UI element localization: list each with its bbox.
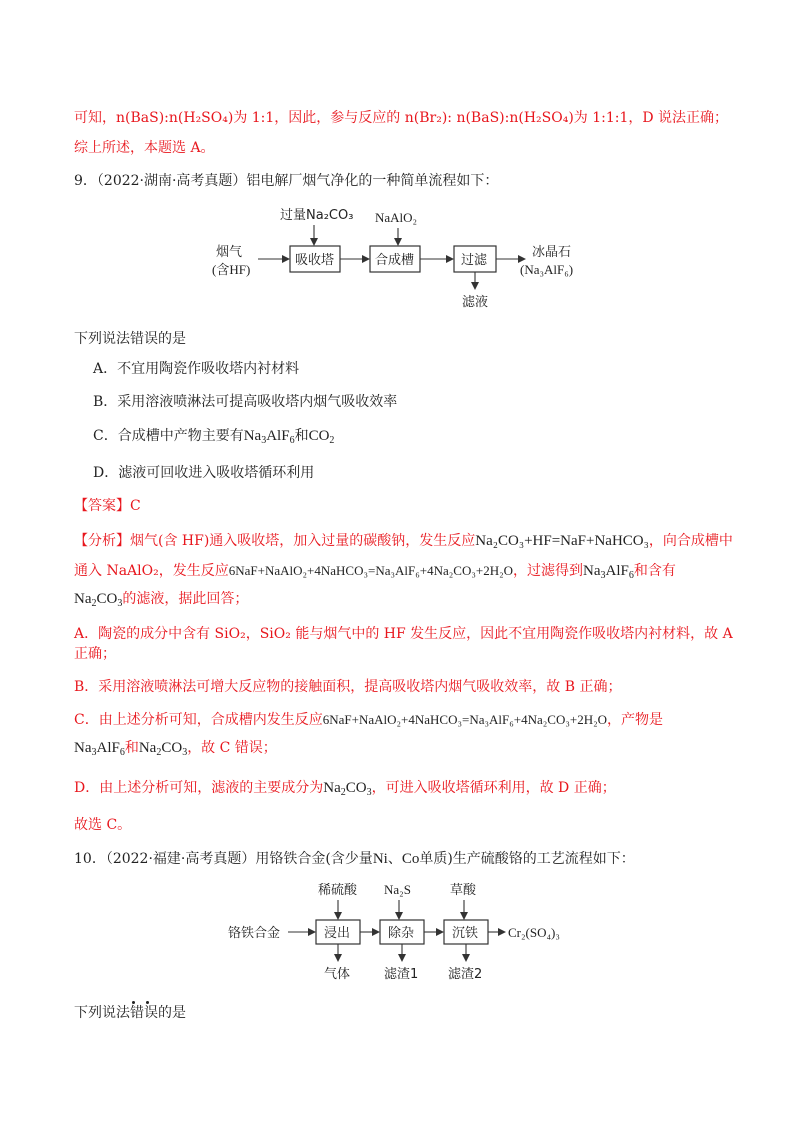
prev-conclusion: 可知，n(BaS):n(H₂SO₄)为 1:1，因此，参与反应的 n(Br₂): n(BaS):n(H₂SO₄)为 1:1:1，D 说法正确； <box>74 110 729 126</box>
q10-box3-label: 沉铁 <box>452 926 479 941</box>
q9-expl-c-line1 <box>74 710 663 730</box>
q9-answer: 【答案】C <box>74 498 141 514</box>
q9-analysis-eq1: Na₂CO₃+HF=NaF+NaHCO₃ <box>475 533 649 549</box>
q9-option-b: B．采用溶液喷淋法可提高吸收塔内烟气吸收效率 <box>93 394 398 410</box>
q9-expl-a2: 正确； <box>74 646 116 662</box>
q10-flowchart <box>224 874 624 994</box>
q9-expl-c4: ，故 C 错误； <box>187 740 277 756</box>
emphasis-dot <box>146 1001 149 1004</box>
q9-analysis-text4: ，过滤得到 <box>513 563 584 579</box>
q10-stem-mid: 、 <box>387 851 402 867</box>
q10-product: Cr₂(SO₄)₃ <box>508 925 560 940</box>
q9-option-d: D．滤液可回收进入吸收塔循环利用 <box>93 465 315 481</box>
q9-analysis-eq2: 6NaF+NaAlO₂+4NaHCO₃=Na₃AlF₆+4Na₂CO₃+2H₂O <box>228 563 514 578</box>
q10-input: 铬铁合金 <box>228 926 281 941</box>
q9-question: 下列说法错误的是 <box>74 331 186 347</box>
q10-stem-pre: 10．（2022·福建·高考真题）用铬铁合金(含少量 <box>74 851 373 867</box>
q10-box2-label: 除杂 <box>388 926 415 941</box>
q9-box3-label: 过滤 <box>461 253 488 268</box>
q9-reagent2: NaAlO₂ <box>375 210 418 225</box>
q9-box1-label: 吸收塔 <box>295 253 335 268</box>
emphasis-dot <box>132 1001 135 1004</box>
q9-box2-label: 合成槽 <box>375 253 415 268</box>
q9-option-c-text: C．合成槽中产物主要有 <box>93 428 244 444</box>
q9-flowchart <box>200 198 600 318</box>
q9-option-c-and: 和 <box>294 428 309 444</box>
q10-stem: 10．（2022·福建·高考真题）用铬铁合金(含少量Ni、Co单质)生产硫酸铬的工艺流程如下： <box>74 851 635 867</box>
q9-expl-d2: ，可进入吸收塔循环利用，故 D 正确； <box>371 780 616 796</box>
q9-expl-c1: C．由上述分析可知，合成槽内发生反应 <box>74 712 323 728</box>
q9-expl-a1: A．陶瓷的成分中含有 SiO₂，SiO₂ 能与烟气中的 HF 发生反应，因此不宜用陶瓷作吸收塔内衬材料，故 A <box>74 626 733 642</box>
q9-expl-d-line: D．由上述分析可知，滤液的主要成分为$Na_2CO_3$，可进入吸收塔循环利用，故 D 正确； <box>74 780 616 798</box>
q9-analysis-text6: 的滤液，据此回答； <box>122 591 249 607</box>
q10-reagent2: Na₂S <box>384 882 411 897</box>
q9-analysis-text1: 烟气(含 HF)通入吸收塔，加入过量的碳酸钠，发生反应 <box>130 533 476 549</box>
q10-question: 下列说法错误的是 <box>74 1005 186 1021</box>
q9-expl-d1: D．由上述分析可知，滤液的主要成分为 <box>74 780 324 796</box>
q9-analysis-text2: ，向合成槽中 <box>648 533 733 549</box>
q9-stem: 9．（2022·湖南·高考真题）铝电解厂烟气净化的一种简单流程如下： <box>74 173 499 189</box>
q9-option-c: C．合成槽中产物主要有$Na_3AlF_6$和$CO_2$ <box>93 428 335 446</box>
q9-expl-c-eq: 6NaF+NaAlO₂+4NaHCO₃=Na₃AlF₆+4Na₂CO₃+2H₂O <box>322 712 608 727</box>
q10-waste3: 滤渣2 <box>448 967 483 982</box>
q10-reagent3: 草酸 <box>450 883 477 898</box>
q9-analysis-line1 <box>74 531 733 551</box>
q9-option-a: A．不宜用陶瓷作吸收塔内衬材料 <box>93 361 300 377</box>
q10-box1-label: 浸出 <box>324 926 351 941</box>
q9-expl-c3: 和 <box>124 740 139 756</box>
q9-expl-end: 故选 C。 <box>74 817 132 833</box>
q9-expl-c2: ，产物是 <box>607 712 664 728</box>
q10-reagent1: 稀硫酸 <box>318 883 358 898</box>
q10-stem-post: 单质)生产硫酸铬的工艺流程如下： <box>419 851 635 867</box>
q9-input-line1: 烟气 <box>216 245 243 260</box>
q9-analysis-line3: $Na_2CO_3$的滤液，据此回答； <box>74 591 249 609</box>
q10-waste2: 滤渣1 <box>384 967 419 982</box>
q9-analysis-text5: 和含有 <box>633 563 676 579</box>
q9-output-line2: (Na₃AlF₆) <box>520 262 574 277</box>
q9-input-line2: (含HF) <box>212 262 251 277</box>
q9-output-line1: 冰晶石 <box>532 245 572 260</box>
q9-reagent1: 过量Na₂CO₃ <box>280 208 354 223</box>
q9-expl-c-line2: $Na_3AlF_6$和$Na_2CO_3$，故 C 错误； <box>74 740 277 758</box>
q10-waste1: 气体 <box>324 967 351 982</box>
q9-waste: 滤液 <box>462 295 489 310</box>
prev-summary: 综上所述，本题选 A。 <box>74 140 215 156</box>
q9-analysis-tag: 【分析】 <box>74 533 130 549</box>
q9-analysis-line2: 通入 NaAlO₂，发生反应6NaF+NaAlO₂+4NaHCO₃=Na₃AlF₆+4Na₂CO₃+2H₂O，过滤得到$Na_3AlF_6$和含有 <box>74 563 676 581</box>
q9-analysis-text3: 通入 NaAlO₂，发生反应 <box>74 563 229 579</box>
q9-expl-b: B．采用溶液喷淋法可增大反应物的接触面积，提高吸收塔内烟气吸收效率，故 B 正确； <box>74 679 622 695</box>
